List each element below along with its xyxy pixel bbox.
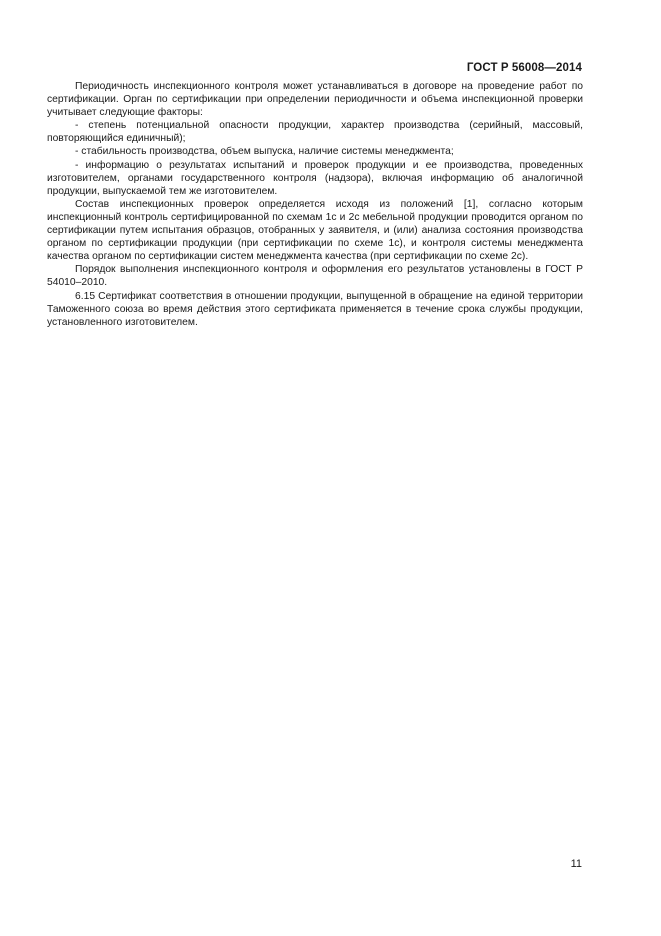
list-item-hazard: - степень потенциальной опасности продукции, характер производства (серийный, массовый, повторяющийся единичный); bbox=[47, 120, 583, 145]
paragraph-inspection-composition: Состав инспекционных проверок определяется исходя из положений [1], согласно которым инспекционный контроль сертифицированной по схемам 1с и 2с мебельной продукции проводится органом по сертификации путем испытания образцов, отобранных у заявителя, и (или) анализа состояния производства органом по сертификации продукции (при сертификации по схеме 1с), и контроля системы менеджмента качества органом по сертификации систем менеджмента качества (при сертификации по схеме 2с). bbox=[47, 198, 583, 263]
list-item-stability: - стабильность производства, объем выпуска, наличие системы менеджмента; bbox=[75, 146, 454, 158]
page-number: 11 bbox=[570, 858, 582, 870]
document-header: ГОСТ Р 56008—2014 bbox=[466, 62, 582, 74]
paragraph-periodicity: Периодичность инспекционного контроля может устанавливаться в договоре на проведение работ по сертификации. Орган по сертификации при определении периодичности и объема инспекционной проверки учитывает следующие факторы: bbox=[47, 81, 583, 119]
paragraph-6-15: 6.15 Сертификат соответствия в отношении продукции, выпущенной в обращение на единой территории Таможенного союза во время действия этого сертификата применяется в течение срока службы продукции, установленного изготовителем. bbox=[47, 290, 583, 328]
document-body bbox=[47, 80, 583, 329]
list-item-test-results: - информацию о результатах испытаний и проверок продукции и ее производства, проведенных изготовителем, органами государственного контроля (надзора), включая информацию об аналогичной продукции, выпускаемой тем же изготовителем. bbox=[47, 159, 583, 197]
paragraph-procedure: Порядок выполнения инспекционного контроля и оформления его результатов установлены в ГОСТ Р 54010–2010. bbox=[47, 264, 583, 289]
